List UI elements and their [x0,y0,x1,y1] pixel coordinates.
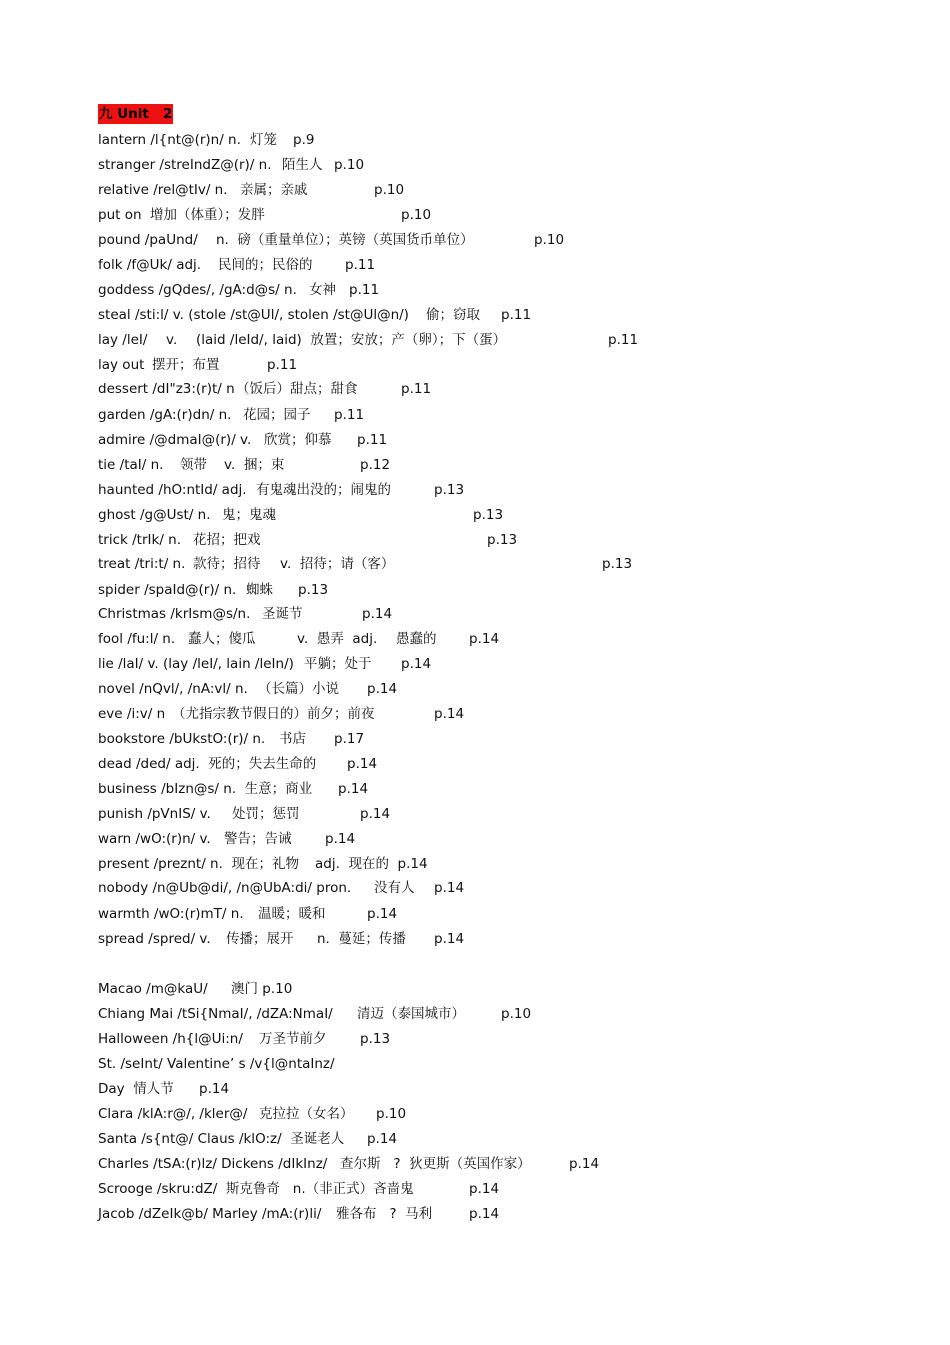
vocab-entry-text: 领带 [180,457,207,473]
vocab-entry-text: p.14 [367,681,398,697]
vocab-entry-text: p.13 [487,532,518,548]
vocab-entry-text: p.11 [334,407,365,423]
vocab-entry-text: p.11 [501,307,532,323]
vocab-entry-text: p.13 [473,507,504,523]
vocab-entry-text: p.11 [357,432,388,448]
vocab-entry-text: (laid /leId/, laid) 放置；安放；产（卵）；下（蛋） [196,332,507,348]
vocab-entry-text: 传播；展开 [226,931,294,947]
vocab-entry-text: business /bIzn@s/ n. 生意；商业 [98,781,313,797]
vocab-entry-text: 雅各布 ? 马利 [336,1206,433,1222]
vocab-entry-text: spider /spaId@(r)/ n. [98,582,237,598]
vocab-entry-text: p.13 [602,556,633,572]
vocab-entry-text: 温暖；暖和 [258,906,326,922]
vocab-entry-text: p.12 [360,457,391,473]
vocab-entry-text: 欣赏；仰慕 [264,432,332,448]
vocab-entry-text: lay /leI/ [98,332,148,348]
vocab-entry-text: 愚蠢的 [396,631,437,647]
vocab-entry-text: Macao /m@kaU/ [98,981,208,997]
vocab-entry-text: 摆开；布置 [152,357,220,373]
vocab-entry-text: present /preznt/ n. 现在；礼物 [98,856,299,872]
vocab-entry-text: p.10 [401,207,432,223]
vocab-entry-text: p.14 [469,631,500,647]
vocab-entry-text: Santa /s{nt@/ Claus /klO:z/ 圣诞老人 [98,1131,345,1147]
vocab-entry-text: p.14 [360,806,391,822]
vocab-entry-text: p.14 [569,1156,600,1172]
vocab-entry-text: p.10 [534,232,565,248]
vocab-entry-text: 平躺；处于 [304,656,372,672]
vocab-entry-text: lantern /l{nt@(r)n/ n. [98,132,241,148]
vocab-entry-text: fool /fu:l/ n. [98,631,176,647]
vocab-entry-text: warn /wO:(r)n/ v. [98,831,211,847]
vocab-entry-text: p.14 [367,906,398,922]
vocab-entry-text: 圣诞节 [262,606,303,622]
vocab-entry-text: punish /pVnIS/ v. [98,806,211,822]
vocab-entry-text: v. 招待；请（客） [280,556,395,572]
vocab-entry-text: p.14 [469,1181,500,1197]
vocab-entry-text: p.9 [293,132,315,148]
vocab-entry-text: p.14 [347,756,378,772]
vocab-entry-text: 款待；招待 [193,556,261,572]
vocab-entry-text: 陌生人 [282,157,323,173]
vocab-entry-text: Day 情人节 [98,1081,174,1097]
vocab-entry-text: haunted /hO:ntId/ adj. [98,482,247,498]
vocab-entry-text: goddess /gQdes/, /gA:d@s/ n. [98,282,297,298]
vocab-entry-text: 灯笼 [250,132,277,148]
vocab-entry-text: v. 捆；束 [224,457,285,473]
vocab-entry-text: novel /nQvl/, /nA:vl/ n. [98,681,248,697]
vocab-entry-text: 花招；把戏 [193,532,261,548]
vocab-entry-text: lie /laI/ v. (lay /leI/, lain /leIn/) [98,656,294,672]
vocab-entry-text: garden /gA:(r)dn/ n. [98,407,232,423]
vocab-entry-text: Chiang Mai /tSi{NmaI/, /dZA:NmaI/ [98,1006,333,1022]
vocab-entry-text: 花园；园子 [243,407,311,423]
vocab-entry-text: p.17 [334,731,365,747]
vocab-entry-text: p.11 [608,332,639,348]
vocab-entry-text: Scrooge /skru:dZ/ 斯克鲁奇 n.（非正式）吝啬鬼 [98,1181,414,1197]
vocab-entry-text: p.11 [401,381,432,397]
vocab-entry-text: ghost /g@Ust/ n. [98,507,211,523]
vocab-entry-text: Jacob /dZeIk@b/ Marley /mA:(r)li/ [98,1206,322,1222]
vocab-entry-text: 偷；窃取 [426,307,480,323]
vocab-entry-text: dessert /dI"z3:(r)t/ n [98,381,235,397]
vocab-entry-text: p.14 [434,931,465,947]
vocab-entry-text: （长篇）小说 [258,681,339,697]
vocab-entry-text: lay out [98,357,145,373]
vocab-entry-text: p.10 [501,1006,532,1022]
vocab-entry-text: p.11 [345,257,376,273]
vocab-entry-text: p.10 [374,182,405,198]
vocab-entry-text: p.14 [362,606,393,622]
vocab-entry-text: trick /trIk/ n. [98,532,182,548]
vocab-entry-text: 警告；告诫 [224,831,292,847]
vocab-entry-text: bookstore /bUkstO:(r)/ n. [98,731,266,747]
vocab-entry-text: 澳门 p.10 [231,981,293,997]
vocab-entry-text: p.14 [338,781,369,797]
vocab-entry-text: p.14 [367,1131,398,1147]
vocab-entry-text: 书店 [279,731,306,747]
vocab-entry-text: warmth /wO:(r)mT/ n. [98,906,244,922]
vocab-entry-text: p.14 [199,1081,230,1097]
vocab-entry-text: p.13 [360,1031,391,1047]
vocab-entry-text: 蜘蛛 [246,582,273,598]
vocab-entry-text: v. 愚弄 adj. [297,631,378,647]
vocab-entry-text: 没有人 [374,880,415,896]
vocab-entry-text: nobody /n@Ub@di/, /n@UbA:di/ pron. [98,880,352,896]
vocab-entry-text: p.11 [349,282,380,298]
vocab-entry-text: p.14 [434,706,465,722]
vocab-entry-text: 增加（体重）；发胖 [150,207,265,223]
vocab-entry-text: v. [166,332,178,348]
vocab-entry-text: dead /ded/ adj. 死的；失去生命的 [98,756,317,772]
vocab-entry-text: pound /paUnd/ [98,232,198,248]
vocab-entry-text: p.14 [434,880,465,896]
vocab-entry-text: n. 蔓延；传播 [317,931,406,947]
vocab-entry-text: 鬼；鬼魂 [222,507,276,523]
vocab-entry-text: St. /seInt/ Valentine’ s /v{l@ntaInz/ [98,1056,335,1072]
vocab-entry-text: p.13 [434,482,465,498]
vocab-entry-text: 克拉拉（女名） [259,1106,354,1122]
vocab-entry-text: admire /@dmaI@(r)/ v. [98,432,252,448]
vocab-entry-text: adj. 现在的 p.14 [315,856,428,872]
vocab-entry-text: 处罚；惩罚 [232,806,300,822]
vocab-entry-text: n. 磅（重量单位）；英镑（英国货币单位） [216,232,474,248]
vocab-entry-text: treat /tri:t/ n. [98,556,186,572]
vocab-entry-text: steal /sti:l/ v. (stole /st@Ul/, stolen /st@Ul@n/) [98,307,409,323]
unit-heading: 九 Unit 2 [99,106,173,122]
vocab-entry-text: p.14 [469,1206,500,1222]
vocab-entry-text: p.10 [376,1106,407,1122]
vocab-entry-text: tie /taI/ n. [98,457,164,473]
vocab-entry-text: relative /rel@tIv/ n. [98,182,228,198]
vocab-entry-text: 查尔斯 ? 狄更斯（英国作家） [340,1156,531,1172]
vocab-entry-text: （尤指宗教节假日的）前夕；前夜 [172,706,375,722]
vocab-entry-text: p.13 [298,582,329,598]
vocab-entry-text: Christmas /krIsm@s/n. [98,606,251,622]
vocab-entry-text: p.11 [267,357,298,373]
vocab-entry-text: Halloween /h{l@Ui:n/ [98,1031,243,1047]
vocab-entry-text: p.14 [325,831,356,847]
vocab-entry-text: Clara /klA:r@/, /kler@/ [98,1106,248,1122]
vocab-entry-text: 有鬼魂出没的；闹鬼的 [256,482,391,498]
vocab-entry-text: spread /spred/ v. [98,931,211,947]
vocab-entry-text: p.10 [334,157,365,173]
vocab-entry-text: folk /f@Uk/ adj. [98,257,202,273]
vocab-entry-text: eve /i:v/ n [98,706,166,722]
vocab-entry-text: 亲属；亲戚 [240,182,308,198]
vocab-entry-text: put on [98,207,142,223]
vocab-entry-text: 清迈（泰国城市） [357,1006,465,1022]
vocab-entry-text: 蠢人；傻瓜 [188,631,256,647]
vocab-entry-text: p.14 [401,656,432,672]
vocab-entry-text: stranger /streIndZ@(r)/ n. [98,157,272,173]
vocab-entry-text: 民间的；民俗的 [218,257,313,273]
vocab-entry-text: Charles /tSA:(r)lz/ Dickens /dIkInz/ [98,1156,328,1172]
vocab-entry-text: 女神 [309,282,336,298]
vocab-entry-text: （饭后）甜点；甜食 [236,381,358,397]
vocab-entry-text: 万圣节前夕 [259,1031,327,1047]
